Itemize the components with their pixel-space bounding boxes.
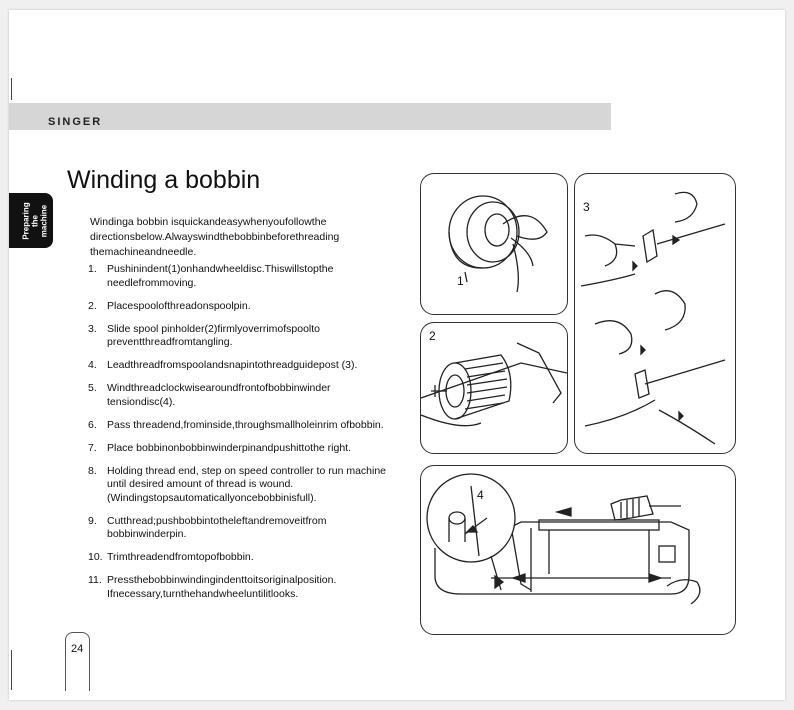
step-number: 11. [88, 574, 102, 586]
thread-guide-illustration [575, 174, 735, 453]
step-item [88, 323, 388, 350]
page-title: Winding a bobbin [67, 166, 261, 194]
step-number: 7. [88, 441, 97, 454]
step-text: Cutthread;pushbobbintotheleftandremoveitfrom bobbinwinderpin. [107, 514, 327, 540]
step-number: 4. [88, 359, 97, 371]
step-item [88, 300, 388, 314]
bobbin-winder-illustration [421, 466, 735, 634]
left-margin-rule [11, 78, 12, 100]
step-text: Pass threadend,frominside,throughsmallholeinrim ofbobbin. [107, 418, 384, 431]
step-item [88, 359, 388, 373]
step-text: Place bobbinonbobbinwinderpinandpushittothe right. [107, 441, 352, 454]
step-text: Windthreadclockwisearoundfrontofbobbinwinder tensiondisc(4). [107, 382, 331, 408]
figure-label-2: 2 [429, 329, 436, 343]
step-item [88, 515, 388, 542]
step-number: 1. [88, 263, 97, 275]
step-number: 8. [88, 464, 97, 477]
step-item [88, 382, 388, 409]
step-number: 2. [88, 299, 97, 312]
page-number: 24 [71, 643, 84, 655]
section-tab-label: Preparing the machine [21, 201, 49, 240]
step-text: Placespoolofthreadonspoolpin. [107, 299, 251, 312]
figure-handwheel [420, 173, 568, 315]
section-tab [9, 193, 53, 248]
step-item [88, 551, 388, 565]
intro-paragraph: Windinga bobbin isquickandeasywhenyoufollowthe directionsbelow.Alwayswindthebobbinbeforethreading themachineandneedle. [90, 216, 340, 258]
left-margin-rule-bottom [11, 650, 12, 690]
figure-thread-guide [574, 173, 736, 454]
spool-illustration [421, 323, 567, 453]
figure-label-1: 1 [457, 274, 464, 288]
figure-spool [420, 322, 568, 454]
step-text: Trimthreadendfromtopofbobbin. [107, 551, 254, 563]
step-text: Holding thread end, step on speed controller to run machine until desired amount of thread is wound. (Windingstopsautomaticallyoncebobbinisfull). [107, 464, 387, 504]
step-item [88, 574, 388, 601]
step-text: Leadthreadfromspoolandsnapintothreadguidepost (3). [107, 359, 358, 371]
step-number: 5. [88, 382, 97, 394]
step-item [88, 442, 388, 456]
step-text: Pressthebobbinwindingindenttoitsoriginalposition. Ifnecessary,turnthehandwheeluntilitlooks. [107, 574, 337, 600]
page-number-tab [65, 632, 90, 691]
figure-label-3: 3 [583, 200, 590, 214]
step-number: 10. [88, 551, 103, 563]
step-item [88, 419, 388, 433]
handwheel-illustration [421, 174, 567, 314]
step-item [88, 465, 388, 506]
step-number: 3. [88, 322, 97, 335]
step-text: Slide spool pinholder(2)firmlyoverrimofspoolto preventthreadfromtangling. [107, 322, 321, 348]
figure-bobbin-winder [420, 465, 736, 635]
step-number: 9. [88, 514, 97, 527]
step-text: Pushinindent(1)onhandwheeldisc.Thiswillstopthe needlefrommoving. [107, 263, 334, 289]
brand-logo: SINGER [48, 116, 103, 128]
step-item [88, 263, 388, 290]
steps-list [88, 263, 388, 611]
figure-label-4: 4 [477, 488, 484, 502]
step-number: 6. [88, 418, 97, 431]
